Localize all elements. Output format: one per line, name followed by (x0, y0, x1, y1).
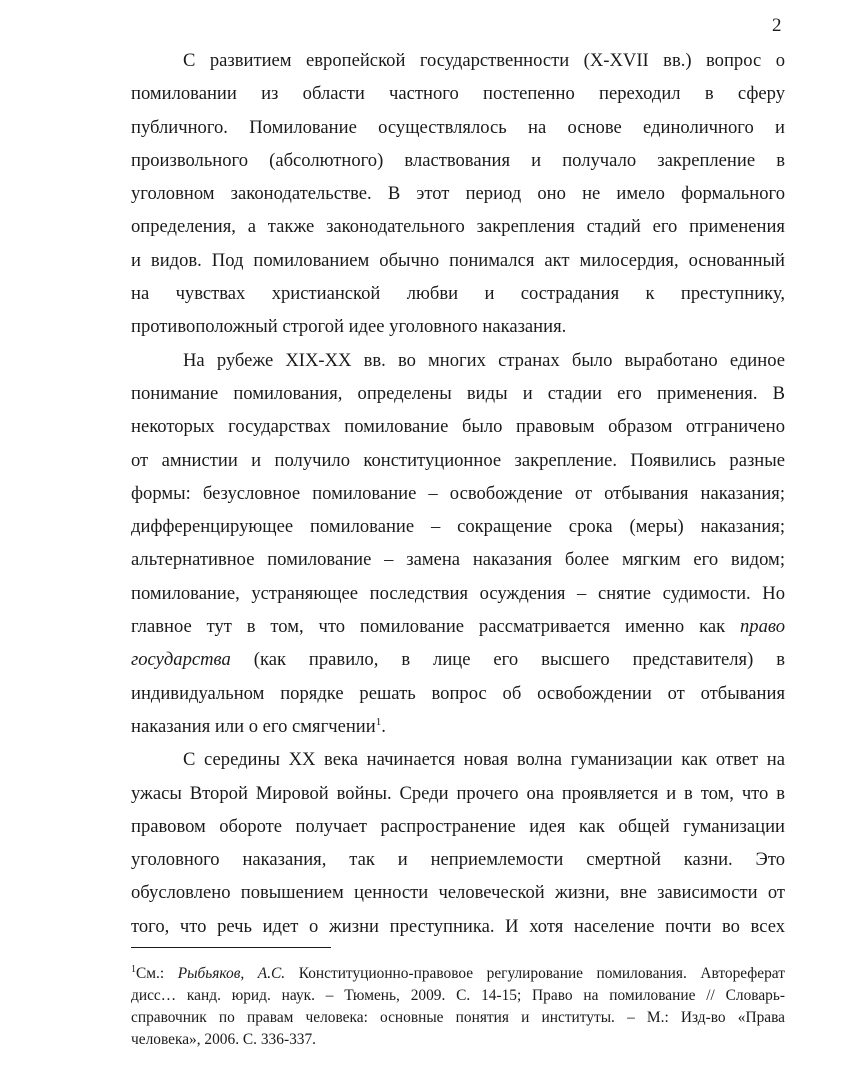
footnote-line: дисс… канд. юрид. наук. – Тюмень, 2009. С. 14-15; Право на помилование // Словарь- (131, 987, 785, 1004)
text-span: . (381, 715, 386, 737)
text-span: (как правило, в лице его высшего представителя) в (253, 649, 785, 671)
text-line: определения, а также законодательного закрепления стадий его применения (131, 216, 785, 238)
text-line: На рубеже XIX-XX вв. во многих странах было выработано единое (183, 349, 785, 371)
footnote-line (131, 963, 785, 985)
text-line: публичного. Помилование осуществлялось на основе единоличного и (131, 116, 785, 138)
text-line: дифференцирующее помилование – сокращение срока (меры) наказания; (131, 516, 785, 538)
text-line: индивидуальном порядке решать вопрос об освобождении от отбывания (131, 682, 785, 704)
text-line: альтернативное помилование – замена наказания более мягким его видом; (131, 549, 785, 571)
paragraph (131, 344, 785, 744)
text-line: уголовного наказания, так и неприемлемости смертной казни. Это (131, 849, 785, 871)
text-line: противоположный строгой идее уголовного наказания. (131, 316, 567, 338)
text-line: помиловании из области частного постепенно переходил в сферу (131, 83, 785, 105)
text-line: формы: безусловное помилование – освобождение от отбывания наказания; (131, 482, 785, 504)
text-line: от амнистии и получило конституционное закрепление. Появились разные (131, 449, 785, 471)
text-line: правовом обороте получает распространение идея как общей гуманизации (131, 815, 785, 837)
footnote-mark: 1 (131, 963, 136, 975)
italic-term: право (739, 616, 785, 638)
italic-term: государства (131, 649, 231, 671)
text-line: и видов. Под помилованием обычно понимался акт милосердия, основанный (131, 249, 785, 271)
paragraph (131, 743, 785, 943)
text-line: на чувствах христианской любви и сострадания к преступнику, (131, 283, 785, 305)
text-line (131, 610, 785, 643)
text-span: наказания или о его смягчении (131, 715, 376, 737)
text-line: обусловлено повышением ценности человеческой жизни, вне зависимости от (131, 882, 785, 904)
text-line (131, 643, 785, 676)
text-line: ужасы Второй Мировой войны. Среди прочего она проявляется и в том, что в (131, 782, 785, 804)
footnote-reference[interactable]: 1 (375, 715, 382, 728)
text-line: С середины XX века начинается новая волна гуманизации как ответ на (183, 749, 785, 771)
text-line: понимание помилования, определены виды и стадии его применения. В (131, 382, 785, 404)
footnote-prefix: См.: (136, 965, 165, 982)
body-text (131, 44, 785, 943)
footnote-line: справочник по правам человека: основные понятия и институты. – М.: Изд-во «Права (131, 1009, 785, 1026)
footnote-separator (131, 947, 331, 948)
footnote-author: Рыбьяков, А.С. (177, 965, 286, 982)
paragraph (131, 44, 785, 344)
text-line: того, что речь идет о жизни преступника. И хотя население почти во всех (131, 915, 785, 937)
footnote-text: Конституционно-правовое регулирование помилования. Автореферат (298, 965, 785, 982)
text-line (131, 710, 785, 743)
text-line: С развитием европейской государственности (X-XVII вв.) вопрос о (183, 50, 785, 71)
text-span: главное тут в том, что помилование рассматривается именно как (131, 616, 726, 638)
footnote (131, 963, 785, 1051)
text-line: уголовном законодательстве. В этот период оно не имело формального (131, 183, 785, 205)
page-number: 2 (772, 15, 782, 36)
text-line: некоторых государствах помилование было правовым образом отграничено (131, 416, 785, 438)
text-line: помилование, устраняющее последствия осуждения – снятие судимости. Но (131, 582, 785, 604)
footnote-line: человека», 2006. С. 336-337. (131, 1031, 317, 1048)
text-line: произвольного (абсолютного) властвования и получало закрепление в (131, 149, 785, 171)
